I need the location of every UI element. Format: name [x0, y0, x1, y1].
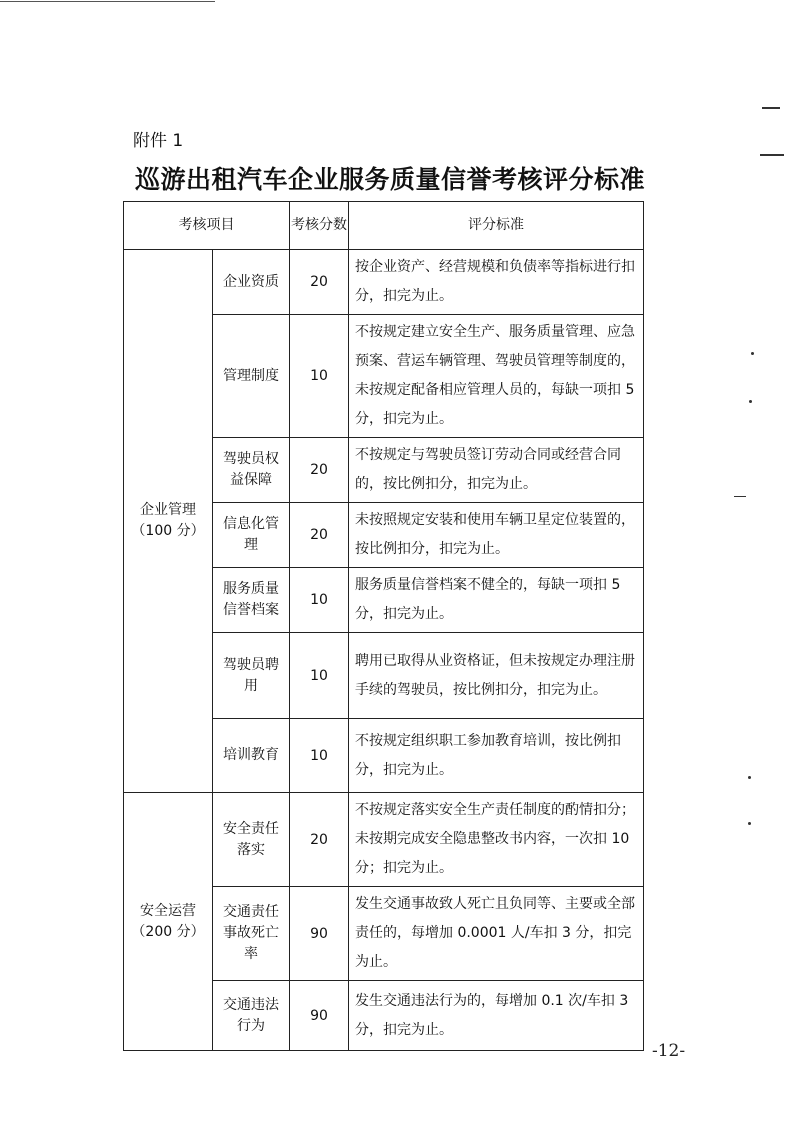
score-cell: 20 — [290, 503, 349, 568]
score-cell: 10 — [290, 568, 349, 633]
standard-cell: 服务质量信誉档案不健全的，每缺一项扣 5 分，扣完为止。 — [349, 568, 644, 633]
item-cell: 管理制度 — [213, 315, 290, 438]
item-cell: 信息化管理 — [213, 503, 290, 568]
scan-speck — [748, 776, 751, 779]
table-header-row — [124, 202, 644, 250]
item-cell: 安全责任落实 — [213, 793, 290, 887]
table-row — [124, 793, 644, 887]
item-cell: 服务质量信誉档案 — [213, 568, 290, 633]
standard-cell: 不按规定建立安全生产、服务质量管理、应急预案、营运车辆管理、驾驶员管理等制度的，未按规定配备相应管理人员的，每缺一项扣 5 分，扣完为止。 — [349, 315, 644, 438]
item-cell: 驾驶员权益保障 — [213, 438, 290, 503]
category-cell: 企业管理（100 分） — [124, 250, 213, 793]
scan-speck — [751, 352, 754, 355]
score-cell: 20 — [290, 438, 349, 503]
item-cell: 培训教育 — [213, 719, 290, 793]
score-cell: 10 — [290, 633, 349, 719]
standard-cell: 未按照规定安装和使用车辆卫星定位装置的，按比例扣分，扣完为止。 — [349, 503, 644, 568]
scan-speck — [748, 822, 751, 825]
item-cell: 驾驶员聘用 — [213, 633, 290, 719]
item-cell: 交通责任事故死亡率 — [213, 887, 290, 981]
category-cell: 安全运营（200 分） — [124, 793, 213, 1051]
score-cell: 90 — [290, 981, 349, 1051]
scan-mark — [734, 496, 746, 497]
header-standard: 评分标准 — [349, 202, 644, 250]
score-cell: 10 — [290, 315, 349, 438]
scan-speck — [749, 400, 752, 403]
header-item: 考核项目 — [124, 202, 290, 250]
score-cell: 20 — [290, 250, 349, 315]
header-score: 考核分数 — [290, 202, 349, 250]
score-cell: 10 — [290, 719, 349, 793]
table-row — [124, 250, 644, 315]
standard-cell: 发生交通违法行为的，每增加 0.1 次/车扣 3 分，扣完为止。 — [349, 981, 644, 1051]
standard-cell: 不按规定组织职工参加教育培训，按比例扣分，扣完为止。 — [349, 719, 644, 793]
scoring-table — [123, 201, 644, 1051]
standard-cell: 聘用已取得从业资格证，但未按规定办理注册手续的驾驶员，按比例扣分，扣完为止。 — [349, 633, 644, 719]
standard-cell: 不按规定落实安全生产责任制度的酌情扣分；未按期完成安全隐患整改书内容，一次扣 10 分；扣完为止。 — [349, 793, 644, 887]
page-number: -12- — [652, 1041, 686, 1061]
scan-mark — [762, 107, 780, 109]
scan-mark — [760, 154, 784, 156]
item-cell: 交通违法行为 — [213, 981, 290, 1051]
standard-cell: 发生交通事故致人死亡且负同等、主要或全部责任的，每增加 0.0001 人/车扣 3 分，扣完为止。 — [349, 887, 644, 981]
document-title: 巡游出租汽车企业服务质量信誉考核评分标准 — [135, 165, 646, 194]
attachment-label: 附件 1 — [133, 131, 184, 151]
standard-cell: 按企业资产、经营规模和负债率等指标进行扣分，扣完为止。 — [349, 250, 644, 315]
item-cell: 企业资质 — [213, 250, 290, 315]
scan-top-rule — [0, 1, 215, 2]
score-cell: 90 — [290, 887, 349, 981]
standard-cell: 不按规定与驾驶员签订劳动合同或经营合同的，按比例扣分，扣完为止。 — [349, 438, 644, 503]
score-cell: 20 — [290, 793, 349, 887]
